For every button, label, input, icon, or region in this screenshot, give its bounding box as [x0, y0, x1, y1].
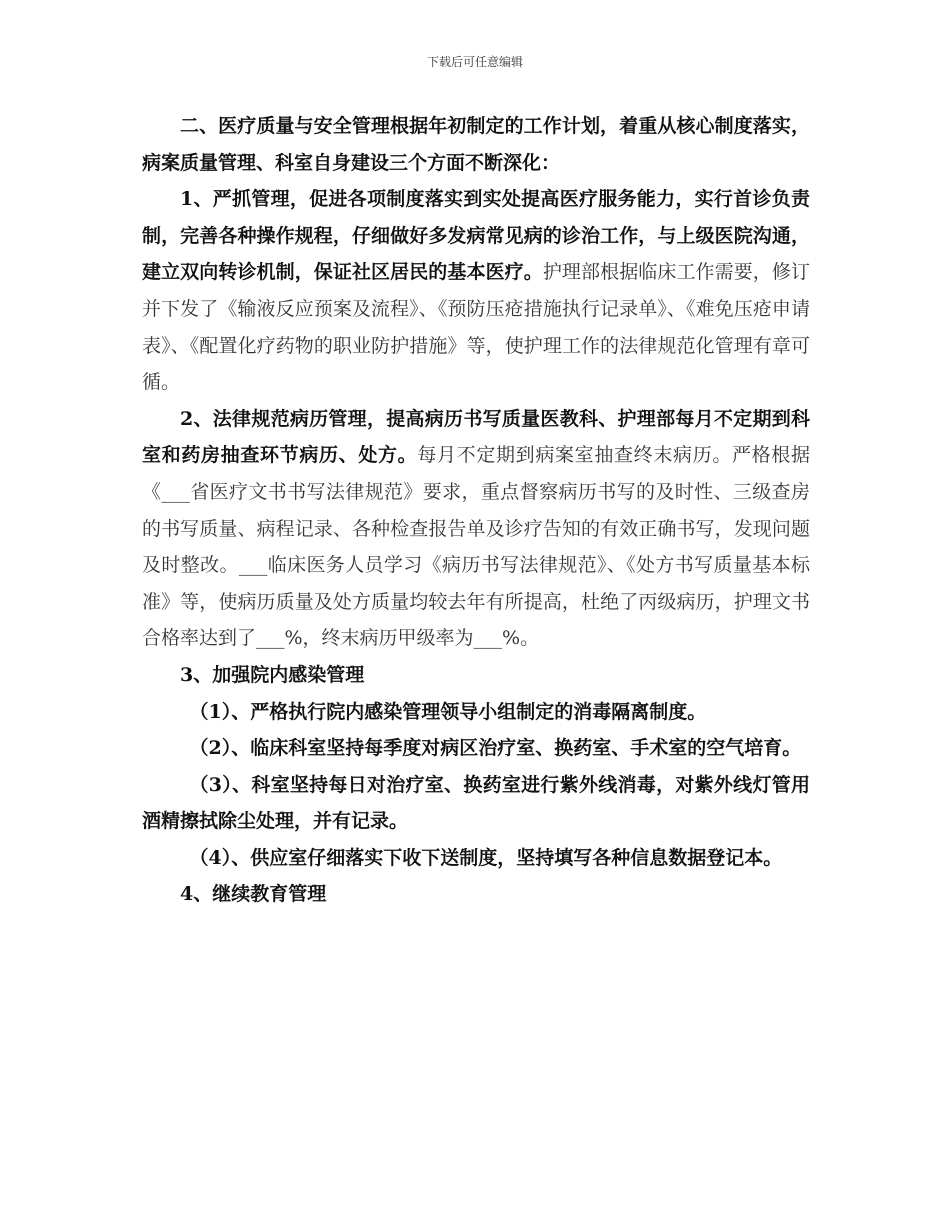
paragraph-text: 3、加强院内感染管理	[180, 663, 365, 686]
paragraph-bold-text: 1、严抓管理，促进各项制度落实到实处提高医疗服务能力，实行首诊负责制，完善各种操作规程，仔细做好多发病常见病的诊治工作，与上级医院沟通，建立双向转诊机制，保证社区居民的基本医疗。	[142, 188, 810, 284]
paragraph-normal-text: 护理部根据临床工作需要，修订并下发了《输液反应预案及流程》、《预防压疮措施执行记录单》、《难免压疮申请表》、《配置化疗药物的职业防护措施》等，使护理工作的法律规范化管理有章可循。	[142, 261, 810, 394]
paragraph-normal-text: 每月不定期到病案室抽查终末病历。严格根据《___省医疗文书书写法律规范》要求，重点督察病历书写的及时性、三级查房的书写质量、病程记录、各种检查报告单及诊疗告知的有效正确书写，发现问题及时整改。___临床医务人员学习《病历书写法律规范》、《处方书写质量基本标准》等，使病历质量及处方质量均较去年有所提高，杜绝了丙级病历，护理文书合格率达到了___%，终末病历甲级率为___%。	[142, 444, 810, 650]
paragraph-strict-management	[142, 181, 810, 401]
paragraph-text: （4）、供应室仔细落实下收下送制度，坚持填写各种信息数据登记本。	[189, 846, 783, 869]
paragraph-quality-safety	[142, 108, 810, 181]
paragraph-text: （3）、科室坚持每日对治疗室、换药室进行紫外线消毒，对紫外线灯管用酒精擦拭除尘处理，并有记录。	[142, 773, 810, 833]
paragraph-text: （2）、临床科室坚持每季度对病区治疗室、换药室、手术室的空气培育。	[189, 737, 802, 760]
page-header: 下载后可任意编辑	[426, 55, 523, 69]
paragraph-item-2	[142, 730, 810, 767]
paragraph-medical-records	[142, 401, 810, 657]
paragraph-item-3	[142, 767, 810, 840]
paragraph-item-1	[142, 694, 810, 731]
paragraph-text: 4、继续教育管理	[180, 883, 327, 906]
paragraph-item-4	[142, 840, 810, 877]
document-body	[142, 108, 810, 913]
paragraph-text: （1）、严格执行院内感染管理领导小组制定的消毒隔离制度。	[189, 700, 707, 723]
paragraph-bold-text: 2、法律规范病历管理，提高病历书写质量医教科、护理部每月不定期到科室和药房抽查环节病历、处方。	[142, 407, 810, 467]
paragraph-infection-control	[142, 657, 810, 694]
paragraph-text: 二、医疗质量与安全管理根据年初制定的工作计划，着重从核心制度落实，病案质量管理、科室自身建设三个方面不断深化：	[142, 115, 810, 174]
paragraph-continuing-education	[142, 876, 810, 913]
